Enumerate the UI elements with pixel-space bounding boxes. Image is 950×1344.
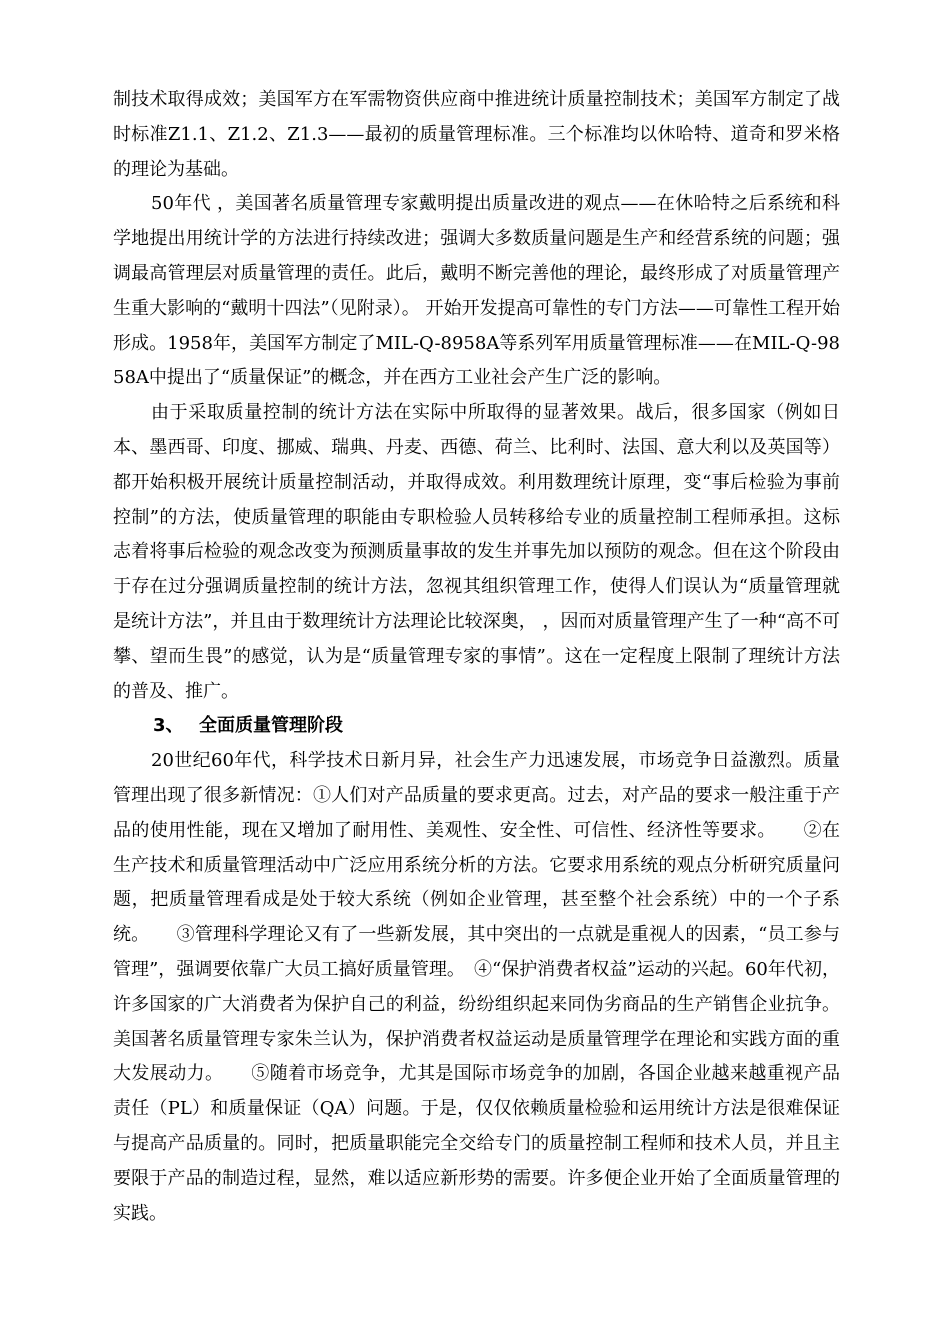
paragraph-statistical-control: 由于采取质量控制的统计方法在实际中所取得的显著效果。战后，很多国家（例如日本、墨西哥、印度、挪威、瑞典、丹麦、西德、荷兰、比利时、法国、意大利以及英国等）都开始积极开展统计质量控制活动，并取得成效。利用数理统计原理，变“事后检验为事前控制”的方法，使质量管理的职能由专职检验人员转移给专业的质量控制工程师承担。这标志着将事后检验的观念改变为预测质量事故的发生并事先加以预防的观念。但在这个阶段由于存在过分强调质量控制的统计方法，忽视其组织管理工作，使得人们误认为“质量管理就是统计方法”，并且由于数理统计方法理论比较深奥， ，因而对质量管理产生了一种“高不可攀、望而生畏”的感觉，认为是“质量管理专家的事情”。这在一定程度上限制了理统计方法的普及、推广。 [113, 402, 840, 702]
section-number: 3、 [153, 715, 184, 737]
paragraph-continuation: 制技术取得成效；美国军方在军需物资供应商中推进统计质量控制技术；美国军方制定了战时标准Z1.1、Z1.2、Z1.3——最初的质量管理标准。三个标准均以休哈特、道奇和罗米格的理论为基础。 [113, 89, 840, 180]
document-page [113, 83, 840, 1231]
section-title: 全面质量管理阶段 [199, 715, 343, 737]
paragraph-tqm: 20世纪60年代，科学技术日新月异，社会生产力迅速发展，市场竞争日益激烈。质量管理出现了很多新情况：①人们对产品质量的要求更高。过去，对产品的要求一般注重于产品的使用性能，现在又增加了耐用性、美观性、安全性、可信性、经济性等要求。 ②在生产技术和质量管理活动中广泛应用系统分析的方法。它要求用系统的观点分析研究质量问题，把质量管理看成是处于较大系统（例如企业管理，甚至整个社会系统）中的一个子系统。 ③管理科学理论又有了一些新发展，其中突出的一点就是重视人的因素，“员工参与管理”，强调要依靠广大员工搞好质量管理。 ④“保护消费者权益”运动的兴起。60年代初，许多国家的广大消费者为保护自己的利益，纷纷组织起来同伪劣商品的生产销售企业抗争。美国著名质量管理专家朱兰认为，保护消费者权益运动是质量管理学在理论和实践方面的重大发展动力。 ⑤随着市场竞争，尤其是国际市场竞争的加剧，各国企业越来越重视产品责任（PL）和质量保证（QA）问题。于是，仅仅依赖质量检验和运用统计方法是很难保证与提高产品质量的。同时，把质量职能完全交给专门的质量控制工程师和技术人员，并且主要限于产品的制造过程，显然，难以适应新形势的需要。许多便企业开始了全面质量管理的实践。 [113, 750, 840, 1224]
section-heading [113, 709, 840, 744]
paragraph-deming: 50年代 ，美国著名质量管理专家戴明提出质量改进的观点——在休哈特之后系统和科学地提出用统计学的方法进行持续改进；强调大多数质量问题是生产和经营系统的问题；强调最高管理层对质量管理的责任。此后，戴明不断完善他的理论，最终形成了对质量管理产生重大影响的“戴明十四法”（见附录）。 开始开发提高可靠性的专门方法——可靠性工程开始形成。1958年，美国军方制定了MIL-Q-8958A等系列军用质量管理标准——在MIL-Q-9858A中提出了“质量保证”的概念，并在西方工业社会产生广泛的影响。 [113, 193, 840, 389]
